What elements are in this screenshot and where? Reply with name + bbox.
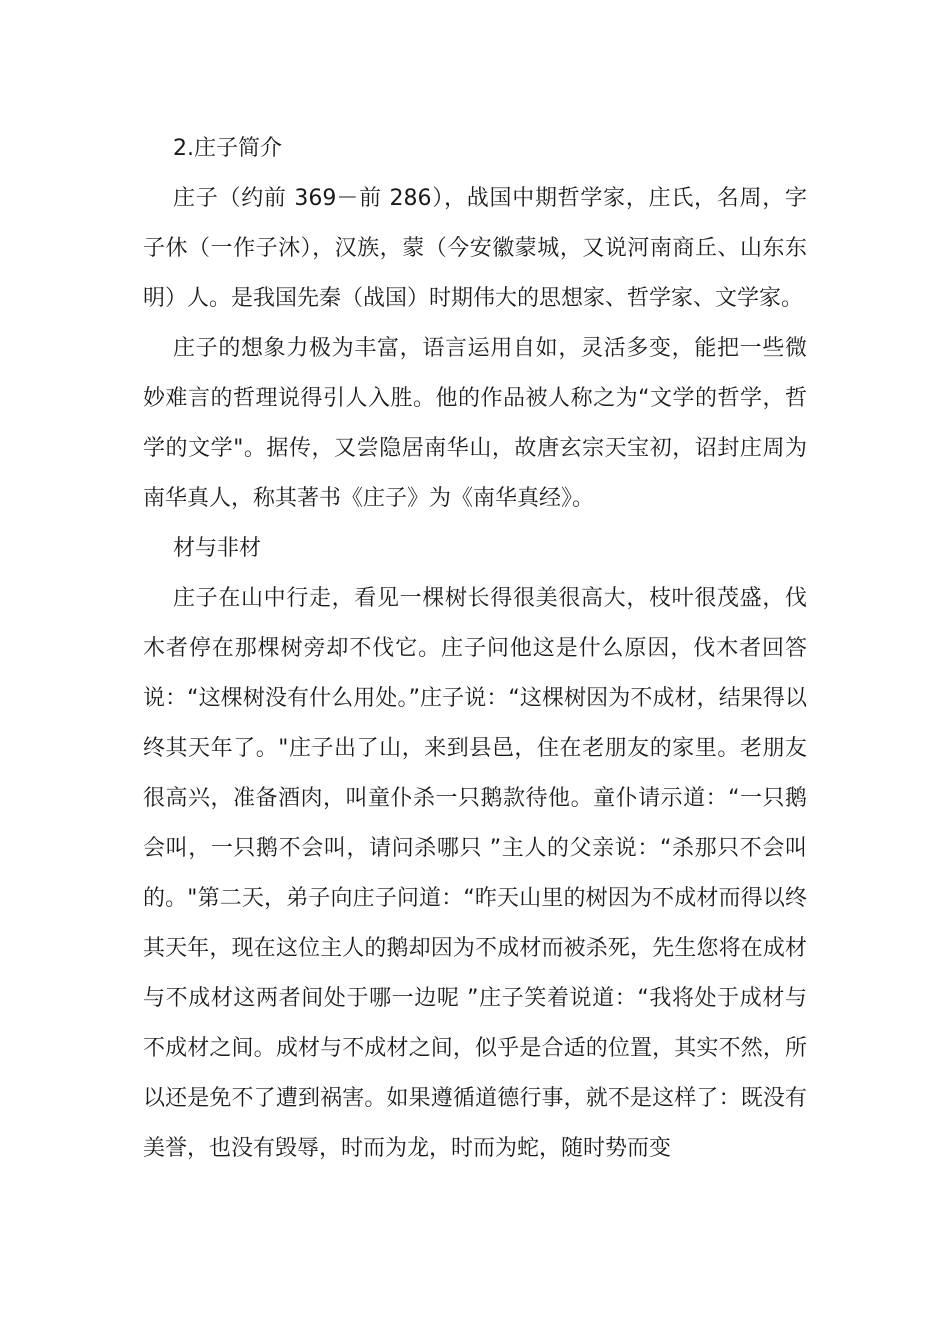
intro-paragraph-style: 庄子的想象力极为丰富，语言运用自如，灵活多变，能把一些微妙难言的哲理说得引人入胜。他的作品被人称之为“文学的哲学，哲学的文学"。据传，又尝隐居南华山，故唐玄宗天宝初，诏封庄周为南华真人，称其著书《庄子》为《南华真经》。 (143, 336, 807, 511)
intro-paragraph-biography: 庄子（约前 369－前 286），战国中期哲学家，庄氏，名周，字子休（一作子沐），汉族，蒙（今安徽蒙城，又说河南商丘、山东东明）人。是我国先秦（战国）时期伟大的思想家、哲学家、文学家。 (143, 186, 807, 311)
section-heading-story: 材与非材 (173, 536, 262, 561)
document-page (143, 124, 807, 1174)
section-heading-intro: 2.庄子简介 (173, 136, 282, 161)
story-paragraph: 庄子在山中行走，看见一棵树长得很美很高大，枝叶很茂盛，伐木者停在那棵树旁却不伐它。庄子问他这是什么原因，伐木者回答说：“这棵树没有什么用处。”庄子说：“这棵树因为不成材，结果得以终其天年了。"庄子出了山，来到县邑，住在老朋友的家里。老朋友很高兴，准备酒肉，叫童仆杀一只鹅款待他。童仆请示道：“一只鹅会叫，一只鹅不会叫，请问杀哪只 ”主人的父亲说：“杀那只不会叫的。"第二天，弟子向庄子问道：“昨天山里的树因为不成材而得以终其天年，现在这位主人的鹅却因为不成材而被杀死，先生您将在成材与不成材这两者间处于哪一边呢 ”庄子笑着说道：“我将处于成材与不成材之间。成材与不成材之间，似乎是合适的位置，其实不然，所以还是免不了遭到祸害。如果遵循道德行事，就不是这样了：既没有美誉，也没有毁辱，时而为龙，时而为蛇，随时势而变 (143, 586, 807, 1161)
